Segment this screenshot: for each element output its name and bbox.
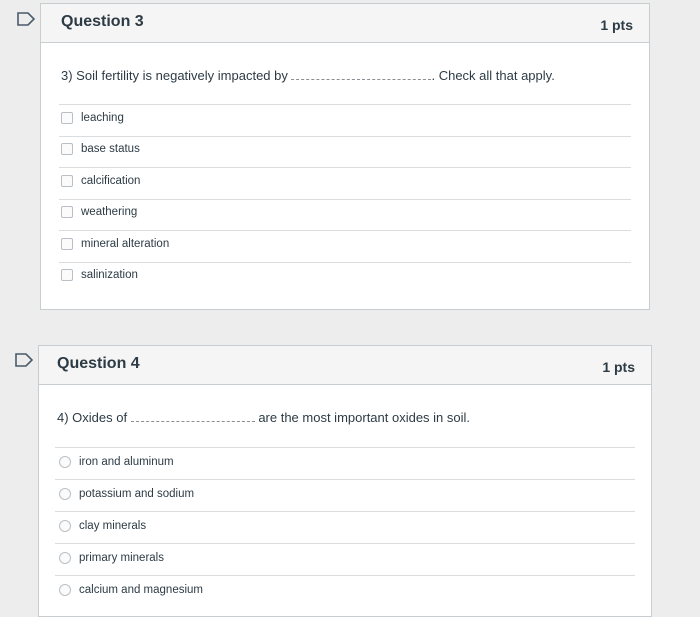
question-4-option[interactable] [59, 550, 164, 566]
question-4-title: Question 4 [57, 355, 140, 372]
option-divider [59, 230, 631, 231]
checkbox[interactable] [61, 143, 73, 155]
radio-button[interactable] [59, 520, 71, 532]
question-4-blank [131, 411, 255, 422]
question-3-points: 1 pts [600, 17, 633, 33]
question-3-card [40, 3, 650, 310]
radio-button[interactable] [59, 456, 71, 468]
option-label: mineral alteration [81, 238, 170, 250]
question-3-prompt-end: . Check all that apply. [431, 68, 555, 83]
question-3-prompt-divider [59, 104, 631, 105]
option-divider [59, 199, 631, 200]
checkbox[interactable] [61, 238, 73, 250]
option-label: potassium and sodium [79, 488, 195, 500]
radio-button[interactable] [59, 552, 71, 564]
checkbox[interactable] [61, 175, 73, 187]
radio-button[interactable] [59, 488, 71, 500]
question-4-option[interactable] [59, 486, 194, 502]
question-4-option[interactable] [59, 582, 203, 598]
question-3-option[interactable] [61, 173, 140, 189]
question-3-option[interactable] [61, 110, 124, 126]
question-4-header [39, 346, 651, 385]
question-4-prompt [57, 410, 470, 425]
question-4-points: 1 pts [602, 359, 635, 375]
question-3-prompt-start: 3) Soil fertility is negatively impacted by [61, 68, 292, 83]
question-3-title: Question 3 [61, 13, 144, 30]
option-label: leaching [81, 112, 124, 124]
checkbox[interactable] [61, 269, 73, 281]
question-3-blank [291, 69, 431, 80]
option-divider [59, 262, 631, 263]
question-4-option[interactable] [59, 454, 174, 470]
option-label: calcium and magnesium [79, 584, 204, 596]
question-3-prompt [61, 68, 555, 83]
question-4-option[interactable] [59, 518, 146, 534]
option-divider [59, 136, 631, 137]
option-label: clay minerals [79, 520, 147, 532]
option-divider [55, 543, 635, 544]
option-label: primary minerals [79, 552, 164, 564]
question-3-option[interactable] [61, 236, 169, 252]
option-label: salinization [81, 269, 138, 281]
option-label: iron and aluminum [79, 456, 174, 468]
question-3-option[interactable] [61, 204, 137, 220]
question-4-prompt-start: 4) Oxides of [57, 410, 131, 425]
option-divider [55, 511, 635, 512]
question-4-card [38, 345, 652, 617]
option-label: weathering [81, 206, 138, 218]
radio-button[interactable] [59, 584, 71, 596]
option-label: base status [81, 143, 140, 155]
option-label: calcification [81, 175, 141, 187]
option-divider [55, 575, 635, 576]
question-3-option[interactable] [61, 141, 140, 157]
flag-question-icon[interactable] [16, 12, 36, 26]
question-3-option[interactable] [61, 267, 138, 283]
flag-question-icon[interactable] [14, 353, 34, 367]
checkbox[interactable] [61, 112, 73, 124]
question-4-prompt-end: are the most important oxides in soil. [254, 410, 471, 425]
option-divider [59, 167, 631, 168]
question-4-prompt-divider [55, 447, 635, 448]
checkbox[interactable] [61, 206, 73, 218]
question-3-header [41, 4, 649, 43]
option-divider [55, 479, 635, 480]
